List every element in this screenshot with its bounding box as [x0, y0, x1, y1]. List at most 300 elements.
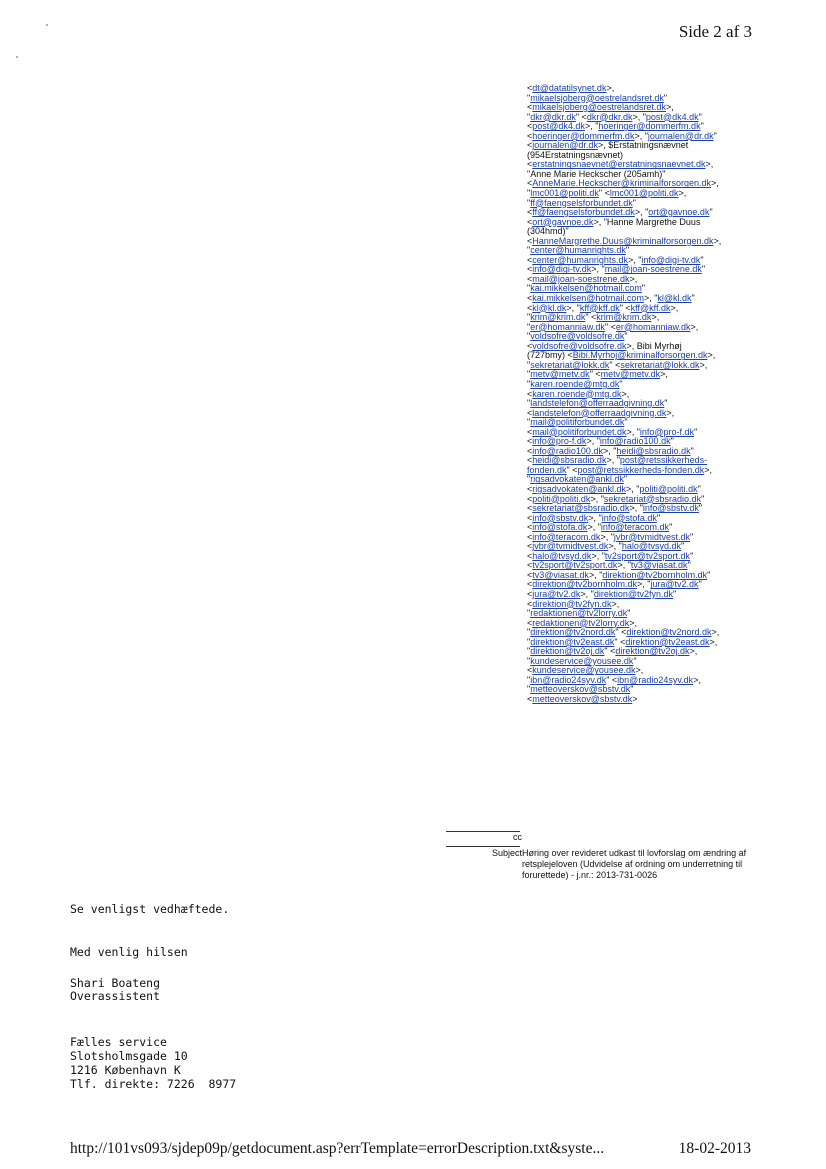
recipient-line: [527, 552, 767, 562]
recipient-text: ": [694, 427, 698, 437]
recipient-text: ": [698, 580, 702, 590]
email-link[interactable]: redaktionen@tv2lorry.dk: [532, 618, 630, 628]
recipient-line: [527, 323, 767, 333]
email-link[interactable]: sekretariat@sbsradio.dk: [603, 494, 702, 504]
email-link[interactable]: jura@tv2.dk: [532, 589, 581, 599]
recipient-line: [527, 380, 767, 390]
recipient-text: " <: [585, 313, 597, 323]
email-link[interactable]: karen.roende@mtg.dk: [532, 389, 622, 399]
recipient-text: >,: [693, 675, 701, 685]
recipient-line: [527, 685, 767, 695]
recipient-line: [527, 485, 767, 495]
email-link[interactable]: info@radio100.dk: [532, 446, 603, 456]
subject-text: Høring over revideret udkast til lovforslag om ændring af retsplejeloven (Udvidelse af ordning om underretning til forurettede) - j.nr.: 2013-731-0026: [522, 848, 747, 880]
recipient-text: ": [663, 93, 668, 103]
email-link[interactable]: dkr@dkr.dk: [586, 112, 633, 122]
recipient-line: [527, 122, 767, 132]
email-link[interactable]: tv2sport@tv2sport.dk: [532, 561, 618, 571]
recipient-text: ": [690, 446, 694, 456]
email-link[interactable]: landstelefon@offerraadgivning.dk: [530, 399, 665, 409]
recipient-text: >,: [629, 274, 638, 284]
email-link[interactable]: center@humanrights.dk: [530, 246, 626, 256]
email-link[interactable]: heidi@sbsradio.dk: [616, 446, 691, 456]
recipient-text: >,: [629, 618, 638, 628]
recipient-text: " <: [604, 322, 616, 332]
recipient-text: ": [623, 475, 628, 485]
recipient-line: [527, 475, 767, 485]
recipient-text: >, ": [590, 494, 604, 504]
email-link[interactable]: kff@kff.dk: [630, 303, 671, 313]
email-link[interactable]: dkr@dkr.dk: [530, 112, 576, 122]
recipient-line: [527, 361, 767, 371]
recipient-text: >, Bibi Myrhøj: [626, 341, 682, 351]
recipient-text: ": [713, 131, 717, 141]
recipient-list: [527, 84, 767, 705]
email-link[interactable]: mail@politiforbundet.dk: [530, 418, 625, 428]
recipient-text: ": [527, 189, 531, 199]
email-link[interactable]: krim@krim.dk: [596, 313, 652, 323]
recipient-text: ": [698, 504, 703, 514]
email-link[interactable]: halo@tvsyd.dk: [532, 551, 592, 561]
recipient-text: >,: [635, 666, 644, 676]
recipient-text: ": [630, 685, 634, 695]
recipient-line: [527, 275, 767, 285]
recipient-text: <: [527, 122, 533, 132]
recipient-text: >,: [665, 103, 674, 113]
email-link[interactable]: mikaelsjoberg@oestrelandsret.dk: [530, 93, 664, 103]
recipient-text: >,: [666, 408, 675, 418]
email-link[interactable]: direktion@tv2oj.dk: [530, 647, 605, 657]
recipient-text: ": [527, 399, 531, 409]
email-link[interactable]: kff@kff.dk: [579, 303, 620, 313]
recipient-text: >,: [689, 647, 698, 657]
department-name: Fælles service: [70, 1035, 167, 1049]
recipient-text: ": [527, 198, 531, 208]
recipient-text: (954Erstatningsnævnet): [527, 150, 624, 160]
email-link[interactable]: info@pro-f.dk: [639, 427, 695, 437]
recipient-text: >,: [713, 236, 722, 246]
cc-label: cc: [513, 832, 522, 842]
recipient-text: <: [527, 589, 533, 599]
recipient-text: <: [527, 141, 533, 151]
email-link[interactable]: mail@joan-soestrene.dk: [604, 265, 702, 275]
recipient-text: ": [697, 484, 701, 494]
recipient-text: ": [707, 570, 711, 580]
recipient-line: [527, 265, 767, 275]
recipient-text: >, ": [566, 303, 580, 313]
recipient-text: ": [527, 332, 531, 342]
recipient-text: ": [527, 418, 531, 428]
recipient-text: ": [527, 475, 531, 485]
recipient-text: ": [527, 360, 531, 370]
recipient-text: ": [527, 284, 531, 294]
recipient-text: " <: [604, 647, 616, 657]
recipient-text: <: [527, 504, 533, 514]
recipient-text: ": [527, 93, 531, 103]
email-link[interactable]: rigsadvokaten@ankl.dk: [530, 475, 624, 485]
email-link[interactable]: jura@tv2.dk: [650, 580, 699, 590]
recipient-line: [527, 676, 767, 686]
recipient-line: [527, 141, 767, 151]
recipient-line: [527, 237, 767, 247]
email-link[interactable]: HanneMargrethe.Duus@kriminalforsorgen.dk: [532, 236, 714, 246]
email-link[interactable]: center@humanrights.dk: [532, 255, 628, 265]
recipient-text: >, ": [600, 532, 614, 542]
email-link[interactable]: post@dk4.dk: [645, 112, 699, 122]
recipient-text: ": [673, 589, 677, 599]
recipient-text: >, ": [608, 542, 622, 552]
email-link[interactable]: kl@kl.dk: [657, 294, 692, 304]
recipient-text: ": [619, 379, 623, 389]
recipient-text: <: [527, 542, 533, 552]
recipient-text: <: [527, 236, 533, 246]
recipient-line: [527, 113, 767, 123]
recipient-text: <: [527, 484, 533, 494]
email-link[interactable]: metv@metv.dk: [530, 370, 590, 380]
recipient-text: >: [632, 695, 638, 704]
recipient-text: <: [527, 103, 533, 113]
email-link[interactable]: kundeservice@yousee.dk: [530, 656, 634, 666]
recipient-line: [527, 179, 767, 189]
recipient-line: [527, 208, 767, 218]
recipient-text: >,: [611, 599, 620, 609]
address-street: Slotsholmsgade 10: [70, 1049, 188, 1063]
recipient-line: [527, 495, 767, 505]
email-link[interactable]: direktion@tv2bornholm.dk: [602, 570, 708, 580]
recipient-text: ": [624, 332, 628, 342]
recipient-text: ": [691, 294, 695, 304]
scan-speck: [16, 56, 18, 58]
recipient-line: [527, 428, 767, 438]
recipient-text: "Anne Marie Heckscher (205amh)": [527, 169, 666, 179]
email-link[interactable]: info@digi-tv.dk: [532, 265, 592, 275]
recipient-text: <: [527, 666, 533, 676]
recipient-text: <: [527, 532, 533, 542]
recipient-text: " <: [606, 675, 618, 685]
subject-rule: [446, 846, 520, 847]
recipient-text: <: [527, 303, 533, 313]
recipient-text: >,: [707, 351, 716, 361]
email-link[interactable]: landstelefon@offerraadgivning.dk: [532, 408, 667, 418]
recipient-text: <: [527, 179, 533, 189]
email-link[interactable]: jvbr@tvmidtvest.dk: [532, 542, 609, 552]
recipient-text: ": [709, 208, 713, 218]
recipient-text: " <: [598, 189, 610, 199]
recipient-text: <: [527, 599, 533, 609]
recipient-line: [527, 151, 767, 161]
recipient-text: ": [687, 561, 691, 571]
recipient-text: <: [527, 618, 533, 628]
email-link[interactable]: halo@tvsyd.dk: [621, 542, 682, 552]
recipient-text: >,: [670, 303, 679, 313]
recipient-line: [527, 514, 767, 524]
recipient-text: >, $Erstatningsnævnet: [597, 141, 689, 151]
email-link[interactable]: lmc001@politi.dk: [530, 189, 599, 199]
email-link[interactable]: post@dk4.dk: [532, 122, 585, 132]
recipient-line: [527, 504, 767, 514]
recipient-text: " <: [589, 370, 601, 380]
recipient-text: >, ": [587, 523, 601, 533]
recipient-text: ": [527, 675, 531, 685]
recipient-text: <: [527, 437, 533, 447]
recipient-text: >,: [606, 84, 615, 93]
recipient-line: [527, 313, 767, 323]
email-link[interactable]: info@sbstv.dk: [532, 513, 589, 523]
recipient-line: [527, 437, 767, 447]
email-link[interactable]: direktion@tv2east.dk: [530, 637, 615, 647]
recipient-text: " <: [575, 112, 587, 122]
email-link[interactable]: tv3@viasat.dk: [532, 570, 589, 580]
recipient-text: >, ": [634, 131, 648, 141]
recipient-line: [527, 132, 767, 142]
email-link[interactable]: direktion@tv2bornholm.dk: [532, 580, 637, 590]
recipient-text: ": [527, 322, 531, 332]
email-link[interactable]: tv3@viasat.dk: [630, 561, 688, 571]
recipient-text: <: [527, 494, 533, 504]
recipient-text: >,: [705, 160, 714, 170]
recipient-line: [527, 542, 767, 552]
email-link[interactable]: post@retssikkerheds-: [619, 456, 708, 466]
recipient-text: >,: [699, 360, 708, 370]
recipient-text: (304hmd)": [527, 227, 569, 237]
recipient-text: ": [669, 523, 673, 533]
email-link[interactable]: rigsadvokaten@ankl.dk: [532, 484, 626, 494]
email-link[interactable]: info@stofa.dk: [532, 523, 588, 533]
recipient-text: >, ": [602, 446, 617, 456]
recipient-line: [527, 590, 767, 600]
email-link[interactable]: ort@gavnoe.dk: [648, 208, 710, 218]
signature-title: Overassistent: [70, 989, 161, 1003]
email-link[interactable]: hoeringer@dommerfm.dk: [532, 131, 635, 141]
email-link[interactable]: info@pro-f.dk: [532, 437, 587, 447]
recipient-line: [527, 447, 767, 457]
recipient-line: [527, 647, 767, 657]
recipient-text: (727bmy) <: [527, 351, 573, 361]
email-link[interactable]: info@radio100.dk: [599, 437, 671, 447]
recipient-line: [527, 94, 767, 104]
recipient-text: ": [698, 112, 702, 122]
email-link[interactable]: post@retssikkerheds-fonden.dk: [577, 465, 705, 475]
email-link[interactable]: direktion@tv2oj.dk: [615, 647, 690, 657]
recipient-text: >,: [710, 179, 719, 189]
recipient-text: >, "Hanne Margrethe Duus: [593, 217, 701, 227]
email-link[interactable]: info@teracom.dk: [532, 532, 601, 542]
email-link[interactable]: erstatningsnaevnet@erstatningsnaevnet.dk: [532, 160, 706, 170]
recipient-text: <: [527, 217, 533, 227]
recipient-text: ": [527, 656, 531, 666]
email-link[interactable]: jvbr@tvmidtvest.dk: [613, 532, 691, 542]
recipient-line: [527, 84, 767, 94]
email-link[interactable]: info@sbstv.dk: [642, 504, 699, 514]
address-city: 1216 København K: [70, 1063, 181, 1077]
email-link[interactable]: ort@gavnoe.dk: [532, 217, 594, 227]
email-link[interactable]: redaktionen@tv2lorry.dk: [530, 609, 628, 619]
recipient-text: >, ": [634, 208, 649, 218]
recipient-text: ": [700, 255, 704, 265]
recipient-text: <: [527, 695, 533, 704]
recipient-line: [527, 189, 767, 199]
email-link[interactable]: karen.roende@mtg.dk: [530, 379, 620, 389]
recipient-line: [527, 600, 767, 610]
recipient-line: [527, 294, 767, 304]
email-link[interactable]: lmc001@politi.dk: [609, 189, 679, 199]
recipient-text: >,: [660, 370, 668, 380]
recipient-text: ": [656, 513, 661, 523]
recipient-text: >,: [690, 322, 699, 332]
email-link[interactable]: metteoverskov@sbstv.dk: [532, 695, 633, 704]
email-link[interactable]: er@homanniaw.dk: [530, 322, 605, 332]
recipient-line: [527, 390, 767, 400]
subject-label: Subject: [491, 848, 522, 858]
email-link[interactable]: info@digi-tv.dk: [641, 255, 701, 265]
recipient-text: ": [527, 112, 531, 122]
recipient-text: >, ": [629, 504, 643, 514]
recipient-line: [527, 399, 767, 409]
recipient-line: [527, 657, 767, 667]
email-link[interactable]: journalen@dr.dk: [647, 131, 714, 141]
email-link[interactable]: sekretariat@sbsradio.dk: [532, 504, 630, 514]
recipient-text: " <: [615, 628, 627, 638]
email-link[interactable]: Bibi.Myrhoj@kriminalforsorgen.dk: [572, 351, 708, 361]
email-link[interactable]: voldsofre@voldsofre.dk: [530, 332, 625, 342]
email-link[interactable]: kai.mikkelsen@hotmail.com: [532, 294, 644, 304]
email-link[interactable]: info@teracom.dk: [600, 523, 670, 533]
recipient-line: [527, 370, 767, 380]
recipient-line: [527, 628, 767, 638]
email-link[interactable]: info@stofa.dk: [601, 513, 657, 523]
recipient-line: [527, 523, 767, 533]
recipient-text: ": [632, 198, 636, 208]
recipient-text: ": [701, 265, 706, 275]
recipient-text: " <: [609, 360, 621, 370]
recipient-text: ": [681, 542, 685, 552]
email-link[interactable]: mikaelsjoberg@oestrelandsret.dk: [532, 103, 666, 113]
email-link[interactable]: AnneMarie.Heckscher@kriminalforsorgen.dk: [532, 179, 711, 189]
email-link[interactable]: sekretariat@lokk.dk: [530, 360, 610, 370]
recipient-line: [527, 609, 767, 619]
email-link[interactable]: direktion@tv2fyn.dk: [532, 599, 612, 609]
recipient-text: ": [625, 246, 630, 256]
recipient-text: <: [527, 561, 533, 571]
recipient-text: <: [527, 389, 533, 399]
recipient-text: <: [527, 580, 533, 590]
recipient-text: <: [527, 265, 533, 275]
email-link[interactable]: voldsofre@voldsofre.dk: [532, 341, 627, 351]
recipient-line: [527, 580, 767, 590]
recipient-text: >, ": [643, 294, 658, 304]
email-link[interactable]: mail@joan-soestrene.dk: [532, 274, 630, 284]
recipient-text: ": [701, 494, 705, 504]
recipient-text: <: [527, 341, 533, 351]
recipient-text: >, ": [580, 589, 594, 599]
recipient-text: >, ": [588, 513, 602, 523]
recipient-line: [527, 256, 767, 266]
recipient-text: " <: [619, 303, 631, 313]
recipient-text: ": [527, 313, 531, 323]
email-link[interactable]: kl@kl.dk: [532, 303, 567, 313]
recipient-text: ": [641, 284, 646, 294]
recipient-text: ": [664, 399, 668, 409]
recipient-text: <: [527, 131, 533, 141]
recipient-line: [527, 666, 767, 676]
recipient-line: [527, 695, 767, 705]
recipient-line: [527, 284, 767, 294]
email-link[interactable]: kai.mikkelsen@hotmail.com: [530, 284, 642, 294]
email-link[interactable]: tv2sport@tv2sport.dk: [604, 551, 691, 561]
email-link[interactable]: heidi@sbsradio.dk: [532, 456, 607, 466]
recipient-text: <: [527, 446, 533, 456]
recipient-text: <: [527, 513, 533, 523]
phone-number: Tlf. direkte: 7226 8977: [70, 1077, 237, 1091]
email-link[interactable]: metteoverskov@sbstv.dk: [530, 685, 631, 695]
recipient-text: ": [527, 628, 531, 638]
email-link[interactable]: krim@krim.dk: [530, 313, 586, 323]
recipient-text: ": [690, 551, 694, 561]
email-link[interactable]: ibn@radio24syv.dk: [530, 675, 607, 685]
footer-date: 18-02-2013: [678, 1140, 751, 1157]
recipient-text: >, ": [586, 437, 600, 447]
email-link[interactable]: hoeringer@dommerfm.dk: [598, 122, 701, 132]
recipient-text: ": [527, 370, 531, 380]
recipient-text: <: [527, 551, 533, 561]
email-link[interactable]: fonden.dk: [527, 465, 567, 475]
recipient-text: <: [527, 408, 533, 418]
recipient-line: [527, 160, 767, 170]
email-link[interactable]: direktion@tv2nord.dk: [626, 628, 712, 638]
recipient-line: [527, 103, 767, 113]
recipient-text: >, ": [636, 580, 651, 590]
recipient-text: >,: [621, 389, 630, 399]
email-link[interactable]: dt@datatilsynet.dk: [532, 84, 607, 93]
recipient-line: [527, 466, 767, 476]
recipient-line: [527, 199, 767, 209]
email-link[interactable]: ff@faengselsforbundet.dk: [530, 198, 633, 208]
recipient-line: [527, 218, 767, 228]
recipient-text: <: [527, 427, 533, 437]
email-link[interactable]: er@homanniaw.dk: [615, 322, 691, 332]
recipient-text: <: [527, 160, 533, 170]
email-link[interactable]: direktion@tv2nord.dk: [530, 628, 616, 638]
email-link[interactable]: kundeservice@yousee.dk: [532, 666, 636, 676]
recipient-text: >, ": [591, 265, 605, 275]
recipient-text: ": [527, 609, 531, 619]
email-link[interactable]: ff@faengselsforbundet.dk: [532, 208, 635, 218]
email-link[interactable]: mail@politiforbundet.dk: [532, 427, 627, 437]
recipient-text: <: [527, 570, 533, 580]
email-link[interactable]: politi@politi.dk: [639, 484, 698, 494]
recipient-text: >,: [709, 637, 718, 647]
recipient-text: >, ": [606, 456, 620, 466]
email-link[interactable]: ibn@radio24syv.dk: [617, 675, 694, 685]
email-link[interactable]: sekretariat@lokk.dk: [620, 360, 700, 370]
recipient-text: ": [527, 637, 531, 647]
email-link[interactable]: direktion@tv2east.dk: [625, 637, 710, 647]
email-link[interactable]: politi@politi.dk: [532, 494, 591, 504]
footer-url: http://101vs093/sjdep09p/getdocument.asp?errTemplate=errorDescription.txt&syste...: [70, 1140, 605, 1157]
email-link[interactable]: metv@metv.dk: [600, 370, 661, 380]
email-link[interactable]: direktion@tv2fyn.dk: [593, 589, 674, 599]
greeting-text: Se venligst vedhæftede.: [70, 902, 230, 916]
recipient-line: [527, 456, 767, 466]
recipient-text: ": [527, 685, 531, 695]
email-link[interactable]: journalen@dr.dk: [532, 141, 598, 151]
recipient-text: >, ": [626, 427, 640, 437]
recipient-text: ": [700, 122, 704, 132]
recipient-text: >,: [711, 628, 720, 638]
recipient-line: [527, 227, 767, 237]
recipient-text: <: [527, 208, 533, 218]
recipient-text: >, ": [632, 112, 646, 122]
